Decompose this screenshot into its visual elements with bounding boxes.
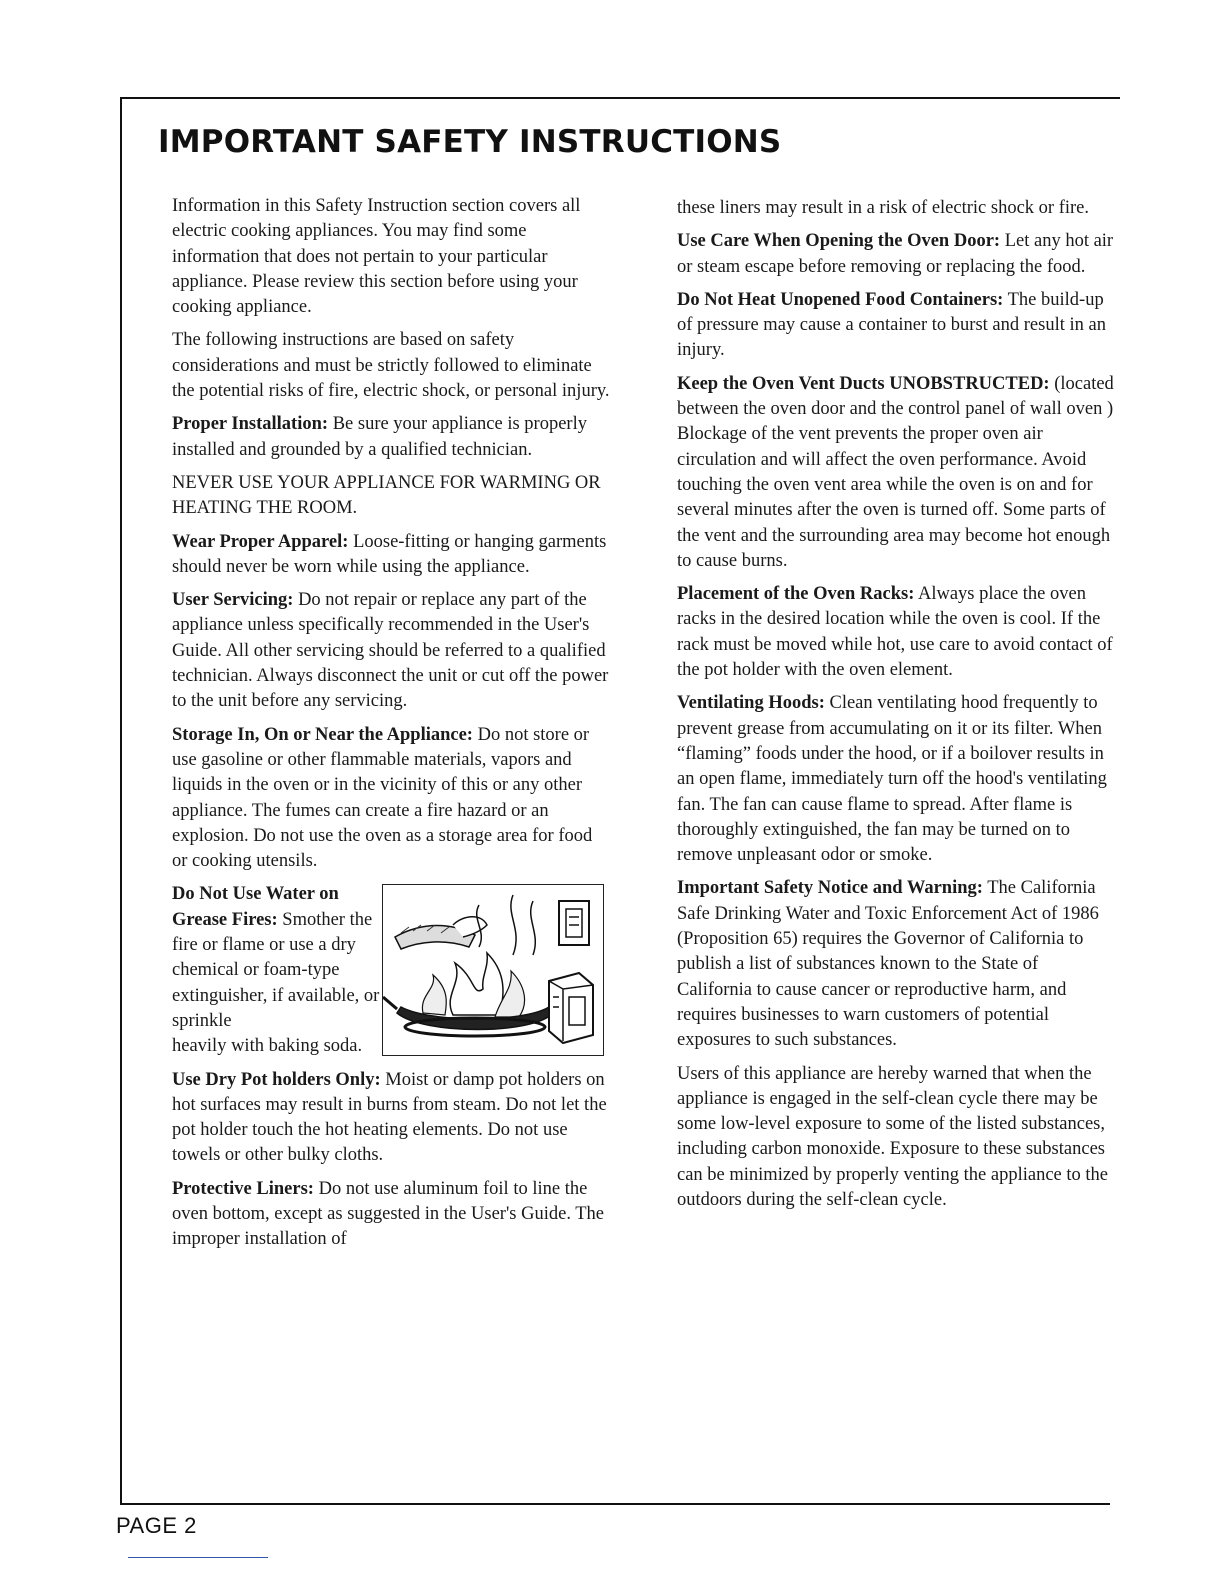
section-text: Let any hot air or steam escape before removing or replacing the food. (677, 231, 1114, 277)
section-heading: Placement of the Oven Racks: (677, 584, 915, 605)
oven-door-section (677, 229, 1117, 280)
safety-notice-section (677, 876, 1117, 1053)
oven-racks-section (677, 582, 1117, 683)
section-text: Be sure your appliance is properly installed and grounded by a qualified technician. (172, 414, 587, 460)
section-heading: User Servicing: (172, 590, 294, 611)
protective-liners-section (172, 1177, 612, 1253)
section-text: Always place the oven racks in the desired location while the oven is cool. If the rack must be moved while hot, use care to avoid contact of the pot holder with the oven element. (677, 584, 1113, 681)
page-title: IMPORTANT SAFETY INSTRUCTIONS (158, 124, 782, 160)
section-heading: Protective Liners: (172, 1178, 314, 1199)
section-heading: Use Dry Pot holders Only: (172, 1069, 381, 1090)
liners-continued: these liners may result in a risk of electric shock or fire. (677, 198, 1089, 218)
section-text: Loose-fitting or hanging garments should never be worn while using the appliance. (172, 531, 607, 577)
section-heading: Do Not Use Water on Grease Fires: (172, 884, 339, 930)
footer-rule (128, 1557, 268, 1558)
grease-fire-illustration (382, 884, 604, 1056)
unopened-containers-section (677, 288, 1117, 364)
storage-section (172, 723, 612, 875)
intro-paragraph: Information in this Safety Instruction section covers all electric cooking appliances. You may find some information that does not pertain to your particular appliance. Please review this section before using your cooking appliance. (172, 196, 581, 318)
left-column (172, 194, 612, 1261)
user-servicing-section (172, 588, 612, 714)
vent-ducts-section (677, 372, 1117, 574)
users-warned-paragraph: Users of this appliance are hereby warned that when the appliance is engaged in the self-clean cycle there may be some low-level exposure to some of the listed substances, including carbon monoxide. Exposure to these substances can be minimized by properly venting the appliance to the outdoors during the self-clean cycle. (677, 1063, 1109, 1210)
grease-fires-text-block (172, 882, 387, 1034)
ventilating-hoods-section (677, 691, 1117, 868)
section-heading: Ventilating Hoods: (677, 693, 825, 714)
section-heading: Proper Installation: (172, 414, 329, 435)
grease-fires-section (172, 882, 612, 1059)
section-heading: Keep the Oven Vent Ducts UNOBSTRUCTED: (677, 373, 1050, 394)
section-heading: Use Care When Opening the Oven Door: (677, 231, 1001, 252)
section-text: Clean ventilating hood frequently to prevent grease from accumulating on it or its filter. When “flaming” foods under the hood, or if a boilover results in an open flame, immediately turn off the hood's ventilating fan. The fan can cause flame to spread. After flame is thoroughly extinguished, the fan may be turned on to remove unpleasant odor or smoke. (677, 693, 1107, 866)
section-heading: Do Not Heat Unopened Food Containers: (677, 289, 1004, 310)
grease-fires-text-tail: heavily with baking soda. (172, 1036, 363, 1057)
section-heading: Wear Proper Apparel: (172, 531, 349, 552)
pan-fire-drawing (383, 885, 602, 1054)
frame-bottom-rule (120, 1503, 1110, 1505)
section-text: Do not store or use gasoline or other flammable materials, vapors and liquids in the oven or in the vicinity of this or any other appliance. The fumes can create a fire hazard or an explosion. Do not use the oven as a storage area for food or cooking utensils. (172, 724, 593, 872)
section-text: Smother the fire or flame or use a dry chemical or foam-type extinguisher, if available, or sprinkle (172, 909, 380, 1031)
frame-top-rule (120, 97, 1120, 99)
section-heading: Important Safety Notice and Warning: (677, 878, 983, 899)
section-heading: Storage In, On or Near the Appliance: (172, 724, 473, 745)
section-text: Do not use aluminum foil to line the oven bottom, except as suggested in the User's Guide. The improper installation of (172, 1178, 604, 1250)
section-text: Moist or damp pot holders on hot surfaces may result in burns from steam. Do not let the pot holder touch the hot heating elements. Do not use towels or other bulky cloths. (172, 1069, 607, 1166)
never-warning: NEVER USE YOUR APPLIANCE FOR WARMING OR HEATING THE ROOM. (172, 472, 601, 519)
proper-installation-section (172, 412, 612, 463)
section-text: Do not repair or replace any part of the appliance unless specifically recommended in the User's Guide. All other servicing should be referred to a qualified technician. Always disconnect the unit or cut off the power to the unit before any servicing. (172, 590, 609, 712)
right-column (677, 196, 1117, 1221)
dry-pot-holders-section (172, 1068, 612, 1169)
section-text: The build-up of pressure may cause a container to burst and result in an injury. (677, 289, 1106, 361)
intro-paragraph-2: The following instructions are based on safety considerations and must be strictly followed to eliminate the potential risks of fire, electric shock, or personal injury. (172, 330, 610, 402)
section-text: The California Safe Drinking Water and Toxic Enforcement Act of 1986 (Proposition 65) requires the Governor of California to publish a list of substances known to the State of California to cause cancer or reproductive harm, and requires businesses to warn customers of potential exposures to such substances. (677, 878, 1099, 1051)
wear-apparel-section (172, 530, 612, 581)
frame-left-rule (120, 97, 122, 1503)
page-number: PAGE 2 (116, 1513, 197, 1538)
section-text: (located between the oven door and the control panel of wall oven ) Blockage of the vent prevents the proper oven air circulation and will affect the oven performance. Avoid touching the oven vent area while the oven is on and for several minutes after the oven is turned off. Some parts of the vent and the surrounding area may become hot enough to cause burns. (677, 373, 1114, 571)
